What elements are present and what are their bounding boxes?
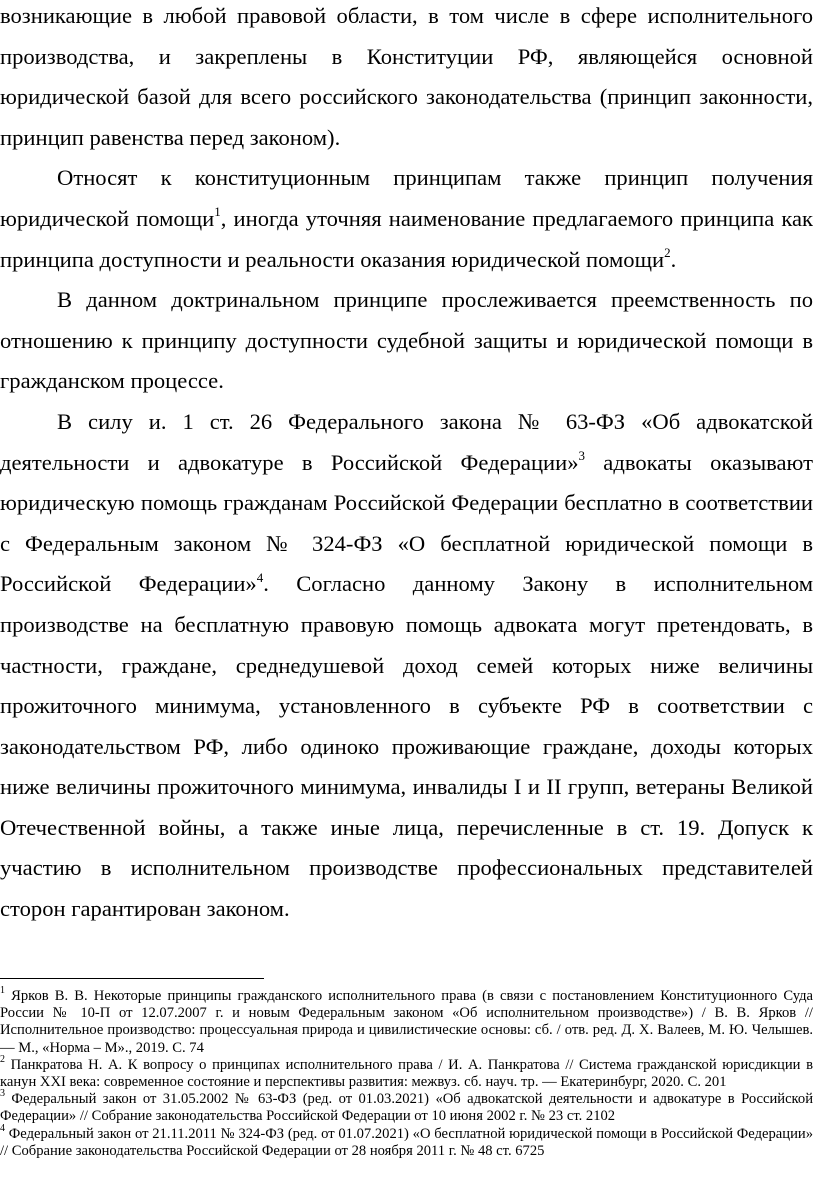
footnote-ref-2[interactable]: 2 [664, 245, 671, 261]
footnote-number-4: 4 [0, 1122, 5, 1134]
footnote-text-3: Федеральный закон от 31.05.2002 № 63-ФЗ (ред. от 01.03.2021) «Об адвокатской деятельности и адвокатуре в Российской Федерации» // Собрание законодательства Российской Федерации от 10 июня 2002 г. № 23 ст. 2102 [0, 1091, 813, 1125]
paragraph-3: В данном доктринальном принципе прослеживается преемственность по отношению к принципу доступности судебной защиты и юридической помощи в гражданском процессе. [0, 287, 813, 394]
paragraph-4-text-c: . Согласно данному Закону в исполнительном производстве на бесплатную правовую помощь адвоката могут претендовать, в частности, граждане, среднедушевой доход семей которых ниже величины прожиточного минимума, установленного в субъекте РФ в соответствии с законодательством РФ, либо одиноко проживающие граждане, доходы которых ниже величины прожиточного минимума, инвалиды I и II групп, ветераны Великой Отечественной войны, а также иные лица, перечисленные в ст. 19. Допуск к участию в исполнительном производстве профессиональных представителей сторон гарантирован законом. [0, 571, 813, 922]
paragraph-4-text-a: В силу и. 1 ст. 26 Федерального закона № 63-ФЗ «Об адвокатской деятельности и адвокатуре в Российской Федерации» [0, 408, 813, 475]
footnote-text-4: Федеральный закон от 21.11.2011 № 324-ФЗ (ред. от 01.07.2021) «О бесплатной юридической помощи в Российской Федерации» // Собрание законодательства Российской Федерации от 28 ноября 2011 г. № 48 ст. 6725 [0, 1125, 813, 1159]
footnote-separator [0, 978, 264, 979]
footnote-ref-1[interactable]: 1 [214, 204, 221, 220]
footnote-3 [0, 1088, 813, 1125]
paragraph-4 [0, 402, 813, 930]
paragraph-2-text-c: . [670, 246, 677, 272]
footnote-ref-3[interactable]: 3 [578, 448, 586, 463]
paragraph-1: возникающие в любой правовой области, в том числе в сфере исполнительного производства, и закреплены в Конституции РФ, являющейся основной юридической базой для всего российского законодательства (принцип законности, принцип равенства перед законом). [0, 3, 813, 150]
footnote-text-2: Панкратова Н. А. К вопросу о принципах исполнительного права / И. А. Панкратова // Система гражданской юрисдикции в канун XXI века: современное состояние и перспективы развития: межвуз. сб. науч. тр. — Екатеринбург, 2020. С. 201 [0, 1056, 813, 1091]
footnote-2 [0, 1053, 813, 1091]
paragraph-2-text-b: , иногда уточняя наименование предлагаемого принципа как принципа доступности и реальности оказания юридической помощи [0, 205, 814, 272]
paragraph-4-text-b: адвокаты оказывают юридическую помощь гражданам Российской Федерации бесплатно в соответствии с Федеральным законом № 324-ФЗ «О бесплатной юридической помощи в Российской Федерации» [0, 449, 813, 597]
footnote-number-3: 3 [0, 1088, 5, 1100]
footnote-number-2: 2 [0, 1053, 5, 1065]
footnote-4 [0, 1122, 813, 1160]
footnote-ref-4[interactable]: 4 [256, 569, 264, 585]
footnote-number-1: 1 [0, 985, 5, 997]
footnote-1 [0, 985, 813, 1057]
footnotes [0, 985, 813, 1160]
paragraph-2-text-a: Относят к конституционным принципам также принцип получения юридической помощи [0, 165, 813, 231]
paragraph-2 [0, 158, 813, 280]
footnote-text-1: Ярков В. В. Некоторые принципы гражданского исполнительного права (в связи с постановлением Конституционного Суда России № 10-П от 12.07.2007 г. и новым Федеральным законом «Об исполнительном производстве») / В. В. Ярков // Исполнительное производство: процессуальная природа и цивилистические основы: сб. / отв. ред. Д. Х. Валеев, М. Ю. Челышев. — М., «Норма – М»., 2019. С. 74 [0, 988, 813, 1056]
